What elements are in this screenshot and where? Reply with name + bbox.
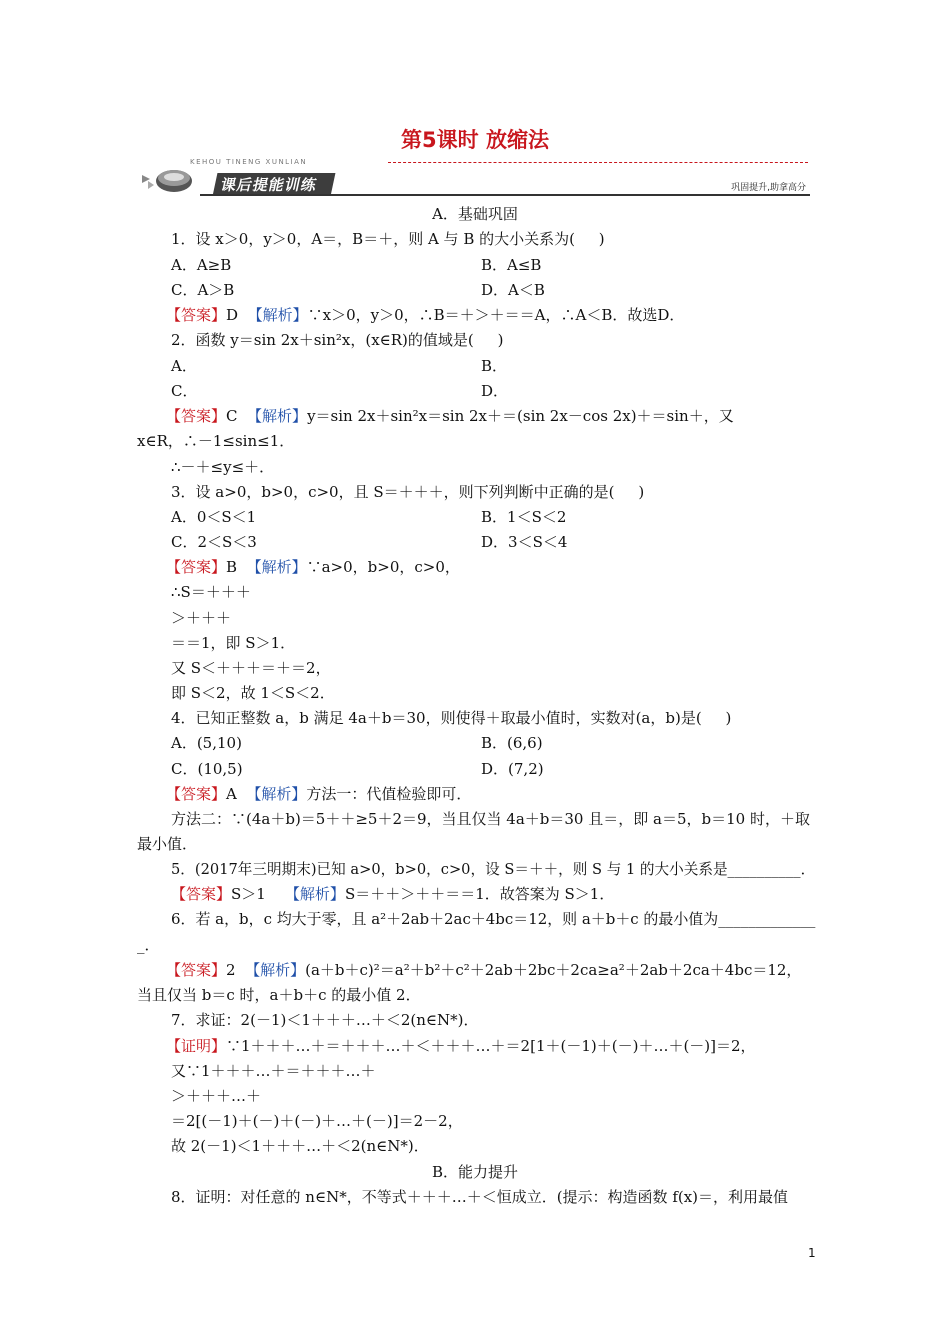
q5-analysis: S＝＋＋＞＋＋＝＝1．故答案为 S＞1．	[344, 885, 615, 903]
q5-answer: S＞1	[231, 885, 266, 903]
q2-analysis: y＝sin 2x＋sin²x＝sin 2x＋＝(sin 2x－cos 2x)＋＝sin＋，又	[307, 407, 734, 425]
section-banner	[140, 157, 810, 199]
answer-tag: 【答案】	[166, 785, 227, 803]
q6-answer-line	[166, 960, 801, 980]
banner-slogan: 巩固提升,助拿高分	[731, 183, 806, 193]
q2-answer-line	[166, 406, 734, 426]
proof-tag: 【证明】	[166, 1037, 227, 1055]
q7-proof-line-5: 故 2(－1)＜1＋＋＋…＋＜2(n∈N*)．	[171, 1137, 429, 1155]
q1-option-b: B．A≤B	[481, 256, 542, 274]
answer-tag: 【答案】	[166, 407, 227, 425]
q1-option-d: D．A＜B	[481, 281, 545, 299]
banner-heading: 课后提能训练	[213, 173, 336, 196]
disc-logo-icon	[140, 161, 196, 195]
section-b-heading: B．能力提升	[431, 1163, 519, 1181]
q3-analysis-line-4: ＝＝1，即 S＞1．	[171, 634, 296, 652]
q4-stem: 4．已知正整数 a，b 满足 4a＋b＝30，则使得＋取最小值时，实数对(a，b)是( )	[171, 709, 732, 727]
q4-option-b: B．(6,6)	[481, 734, 543, 752]
q1-option-c: C．A＞B	[171, 281, 235, 299]
banner-dotted-rule	[388, 162, 808, 163]
q1-option-a: A．A≥B	[171, 256, 232, 274]
q2-stem: 2．函数 y＝sin 2x＋sin²x，(x∈R)的值域是( )	[171, 331, 504, 349]
answer-tag: 【答案】	[166, 558, 227, 576]
banner-rule	[200, 194, 810, 196]
q6-analysis: (a＋b＋c)²＝a²＋b²＋c²＋2ab＋2bc＋2ca≥a²＋2ab＋2ca＋4bc＝12，	[305, 961, 802, 979]
q6-analysis-line-2: 当且仅当 b＝c 时，a＋b＋c 的最小值 2．	[137, 986, 421, 1004]
banner-pinyin: KEHOU TINENG XUNLIAN	[190, 158, 308, 166]
q3-analysis-line-2: ∴S＝＋＋＋	[171, 583, 251, 601]
q1-analysis: ∵x＞0，y＞0，∴B＝＋＞＋＝＝A，∴A＜B．故选D．	[307, 306, 685, 324]
q2-answer: C	[226, 407, 238, 425]
q3-stem: 3．设 a>0，b>0，c>0，且 S＝＋＋＋，则下列判断中正确的是( )	[171, 483, 645, 501]
q4-analysis-line-3: 最小值．	[137, 835, 198, 853]
q5-answer-line	[171, 884, 614, 904]
q2-option-b: B．	[481, 357, 508, 375]
q3-analysis: ∵a>0，b>0，c>0，	[306, 558, 460, 576]
section-a-heading: A．基础巩固	[432, 205, 518, 223]
q3-option-d: D．3＜S＜4	[481, 533, 568, 551]
q2-option-c: C．	[171, 382, 198, 400]
q8-stem: 8．证明：对任意的 n∈N*，不等式＋＋＋…＋＜恒成立．(提示：构造函数 f(x)＝，利用最值	[171, 1188, 789, 1206]
q6-answer: 2	[226, 961, 236, 979]
q7-proof-line-1	[166, 1036, 756, 1056]
q2-option-a: A．	[171, 357, 197, 375]
answer-tag: 【答案】	[166, 961, 227, 979]
analysis-tag: 【解析】	[245, 961, 306, 979]
q1-stem: 1．设 x＞0，y＞0，A＝，B＝＋，则 A 与 B 的大小关系为( )	[171, 230, 605, 248]
analysis-tag: 【解析】	[247, 407, 308, 425]
q4-option-c: C．(10,5)	[171, 760, 243, 778]
answer-tag: 【答案】	[166, 306, 227, 324]
q1-answer: D	[226, 306, 239, 324]
q4-answer: A	[226, 785, 237, 803]
q4-option-a: A．(5,10)	[171, 734, 242, 752]
analysis-tag: 【解析】	[284, 885, 345, 903]
q3-answer: B	[226, 558, 238, 576]
q6-stem: 6．若 a，b，c 均大于零，且 a²＋2ab＋2ac＋4bc＝12，则 a＋b＋c 的最小值为_____________	[171, 910, 816, 928]
q4-analysis-line-2: 方法二：∵(4a＋b)＝5＋＋≥5＋2＝9，当且仅当 4a＋b＝30 且＝，即 a＝5，b＝10 时，＋取	[171, 810, 810, 828]
analysis-tag: 【解析】	[246, 558, 307, 576]
q3-option-b: B．1＜S＜2	[481, 508, 567, 526]
q7-stem: 7．求证：2(－1)＜1＋＋＋…＋＜2(n∈N*)．	[171, 1011, 479, 1029]
q3-analysis-line-6: 即 S＜2，故 1＜S＜2．	[171, 684, 335, 702]
q3-analysis-line-5: 又 S＜＋＋＋＝＋＝2，	[171, 659, 331, 677]
q4-answer-line	[166, 784, 471, 804]
q3-option-c: C．2＜S＜3	[171, 533, 257, 551]
q2-analysis-line-2: x∈R，∴－1≤sin≤1．	[137, 432, 295, 450]
q7-proof: ∵1＋＋＋…＋＝＋＋＋…＋＜＋＋＋…＋＝2[1＋(－1)＋(－)＋…＋(－)]＝2，	[226, 1037, 756, 1055]
q7-proof-line-2: 又∵1＋＋＋…＋＝＋＋＋…＋	[171, 1062, 376, 1080]
q7-proof-line-4: ＝2[(－1)＋(－)＋(－)＋…＋(－)]＝2－2，	[171, 1112, 463, 1130]
page-title: 第5课时 放缩法	[401, 128, 549, 152]
q1-answer-line	[166, 305, 684, 325]
q5-stem: 5．(2017年三明期末)已知 a>0，b>0，c>0，设 S＝＋＋，则 S 与 1 的大小关系是__________．	[171, 860, 816, 878]
q3-answer-line	[166, 557, 460, 577]
answer-tag: 【答案】	[171, 885, 232, 903]
q2-analysis-line-3: ∴－＋≤y≤＋．	[171, 458, 275, 476]
q3-analysis-line-3: ＞＋＋＋	[171, 609, 232, 627]
analysis-tag: 【解析】	[246, 785, 307, 803]
q4-option-d: D．(7,2)	[481, 760, 544, 778]
page-number: 1	[808, 1246, 816, 1260]
q2-option-d: D．	[481, 382, 509, 400]
analysis-tag: 【解析】	[247, 306, 308, 324]
q6-stem-line-2: _．	[137, 936, 160, 954]
q4-analysis: 方法一：代值检验即可．	[306, 785, 472, 803]
q3-option-a: A．0＜S＜1	[171, 508, 257, 526]
q7-proof-line-3: ＞＋＋＋…＋	[171, 1087, 262, 1105]
